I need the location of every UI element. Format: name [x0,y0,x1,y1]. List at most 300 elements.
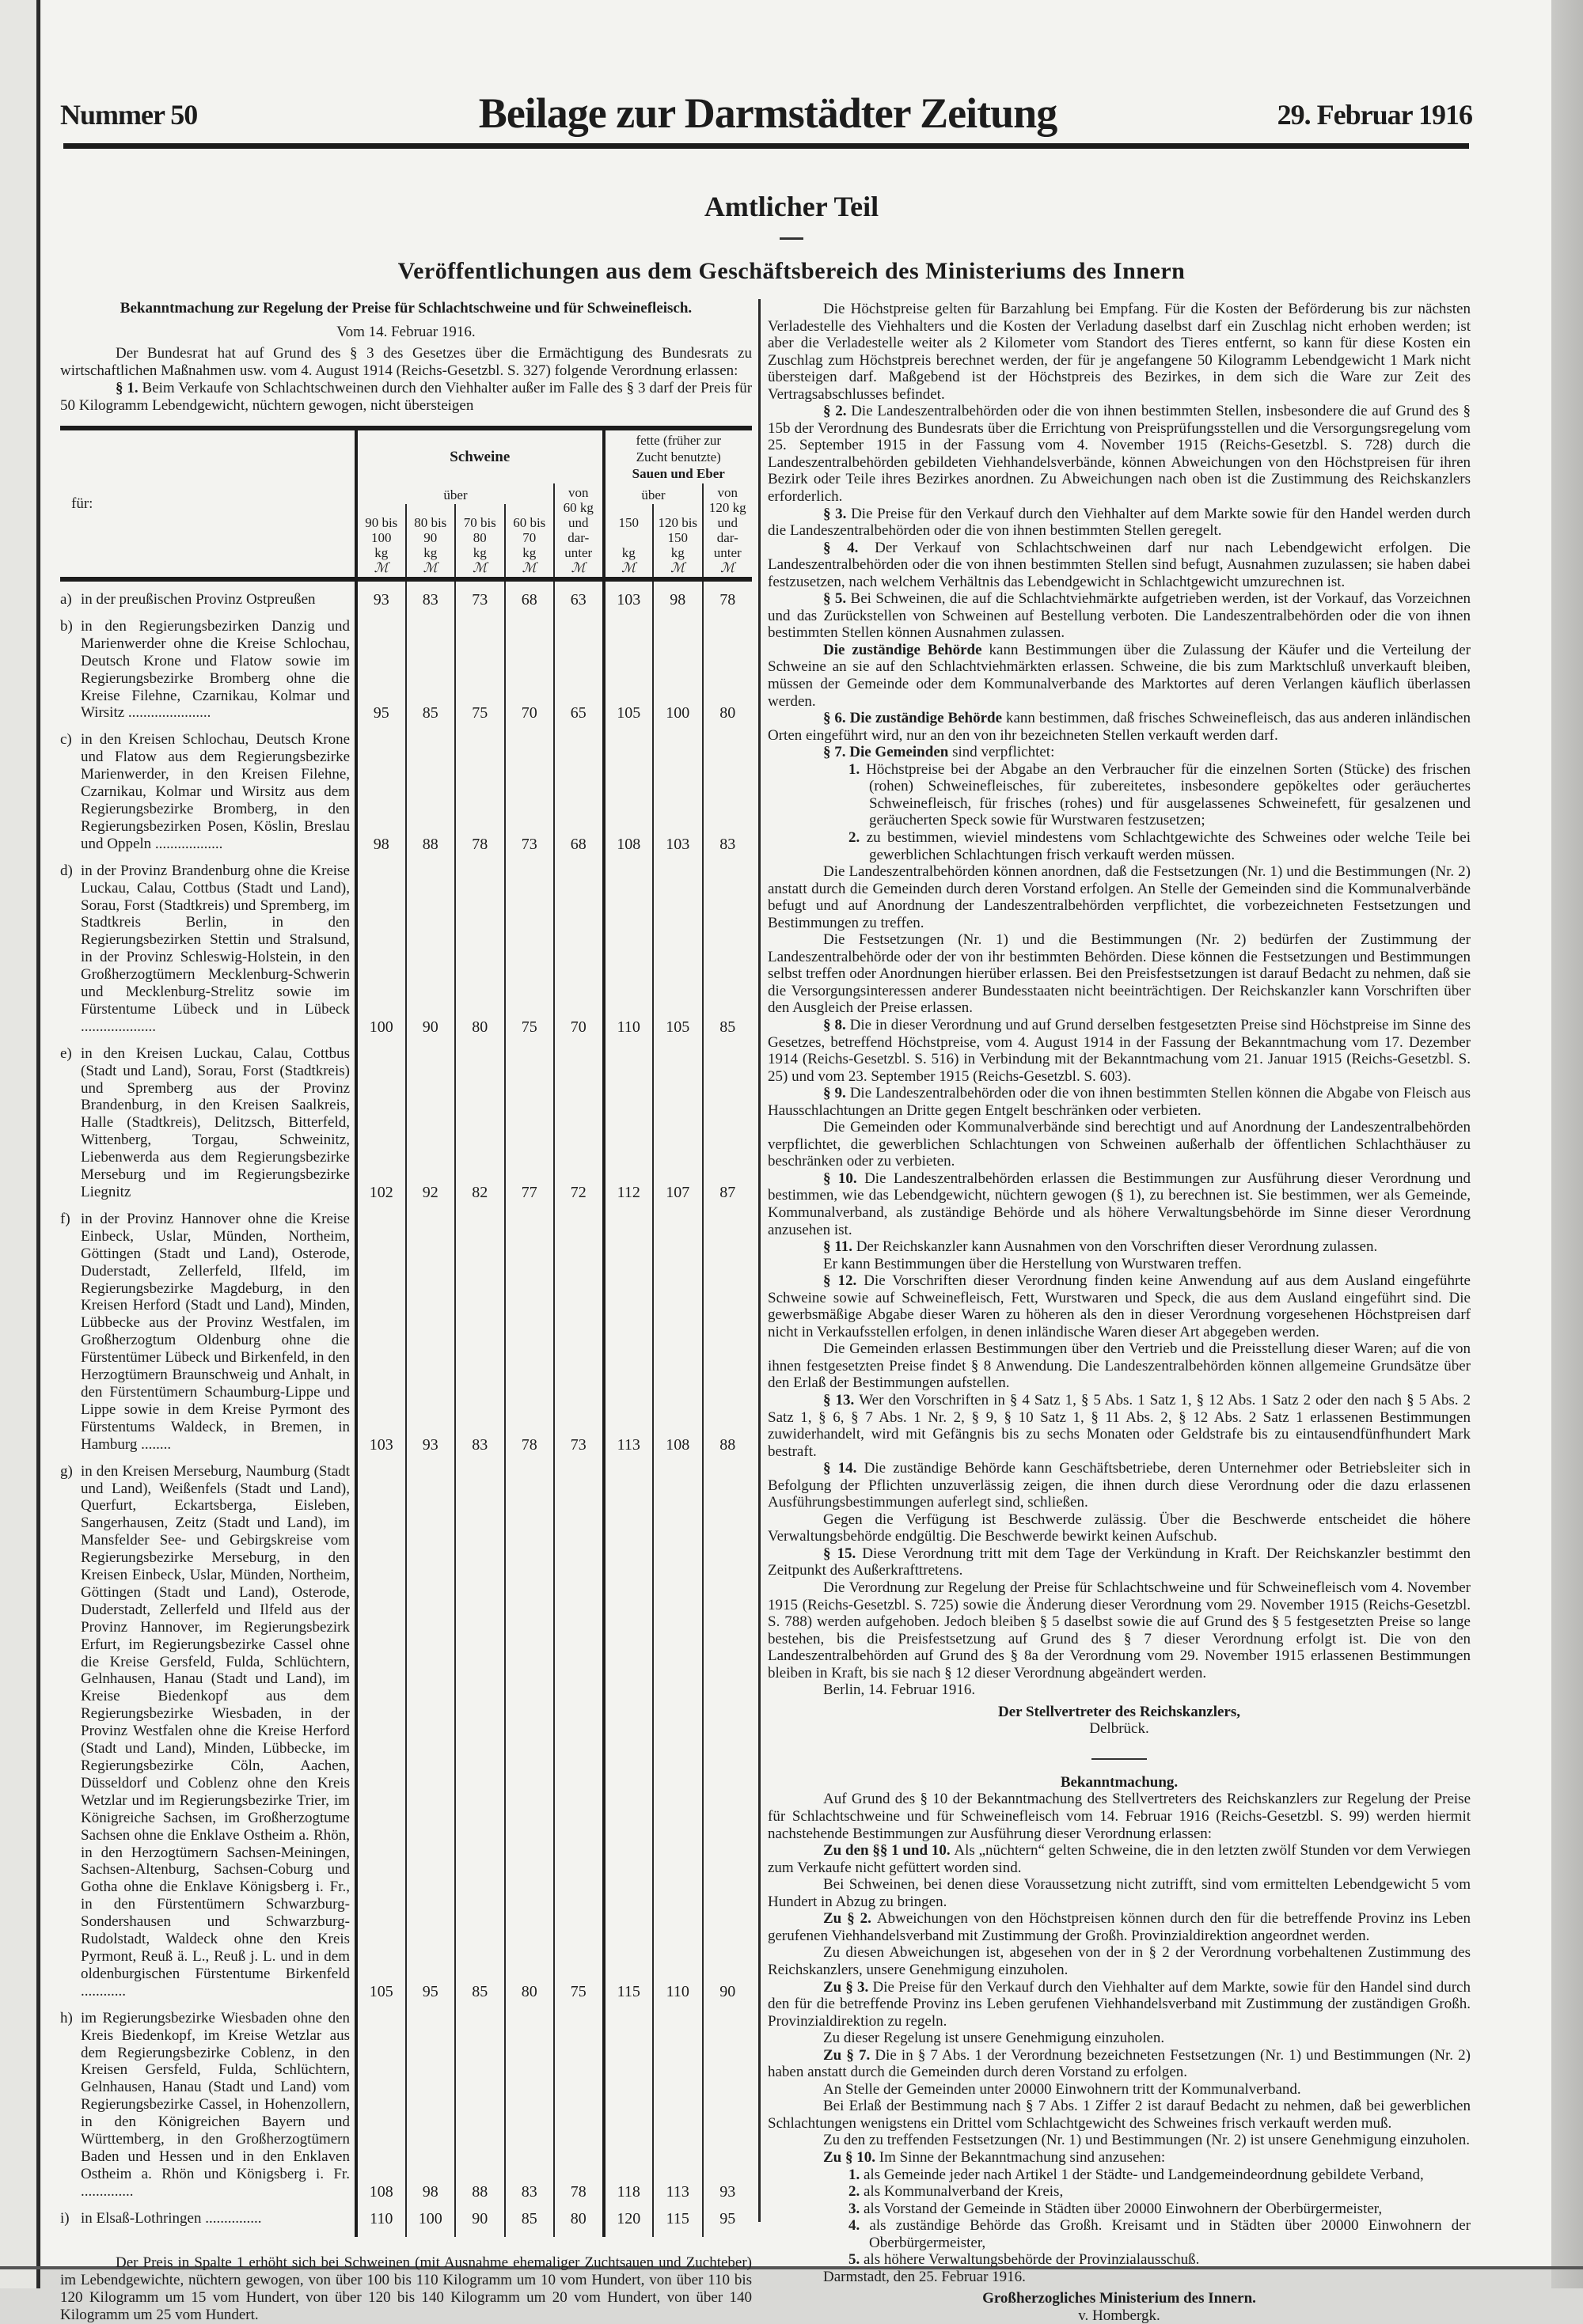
paragraph [768,710,1471,744]
paragraph [768,2269,1471,2286]
price-cell: 78 [505,1201,555,1454]
paragraph-text: Diese Verordnung tritt mit dem Tage der Verkündung in Kraft. Der Reichskanzler bestimmt den Zeitpunkt des Außerkrafttretens. [768,1545,1471,1579]
paragraph [768,1842,1471,1876]
paragraph-lead: § 14. [823,1460,864,1477]
price-cell: 85 [455,1454,505,2000]
paragraph-lead: § 12. [823,1272,864,1290]
price-cell: 85 [703,853,753,1036]
paragraph [768,590,1471,642]
row-letter: e) [60,1044,72,1062]
price-cell: 87 [703,1036,753,1201]
currency-unit: ℳ [720,560,735,575]
paragraph-lead: § 2. [823,403,852,420]
row-label-text: in der Provinz Brandenburg ohne die Kreise Luckau, Calau, Cottbus (Stadt und Land), Sorau, Forst (Stadtkreis) und Spremberg, im Stadtkreis Berlin, in den Regierungsbezirken Stettin und Stralsund, in der Provinz Schleswig-Holstein, in den Großherzogtümern Mecklenburg-Schwerin und Mecklenburg-Strelitz sowie im Fürstentume Lübeck und in Lübeck .................... [81,862,350,1035]
paragraph-text: kann Bestimmungen über die Zulassung der Käufer und die Verteilung der Schweine an sie auf den Schlachtviehmärkten erlassen. Schweine, die bis zum Marktschluß unverkauft bleiben, müssen der Gemeinde oder dem Kommunalverbande des Marktortes auf deren Verlangen käuflich überlassen werden. [768,641,1471,710]
row-letter: a) [60,591,72,608]
column-header [653,504,703,579]
price-cell: 73 [554,1201,604,1454]
price-cell: 63 [554,579,604,608]
column-header-line: von [568,485,589,500]
price-cell: 75 [554,1454,604,2000]
row-label [60,2201,356,2237]
centered-line [768,1774,1471,1791]
price-cell: 92 [406,1036,456,1201]
price-cell: 68 [505,579,555,608]
decree-date: Vom 14. Februar 1916. [336,324,476,340]
column-header-line: 150 [667,530,688,545]
paragraph [768,2081,1471,2098]
table-row [60,2201,752,2237]
group-header-fette [604,428,753,483]
price-cell: 75 [455,608,505,722]
column-divider [758,299,761,2222]
centered-line [768,2290,1471,2307]
price-cell: 73 [505,722,555,852]
paragraph [768,2132,1471,2149]
paragraph [768,931,1471,1017]
section-title: Amtlicher Teil [704,191,879,222]
table-row [60,579,752,608]
paragraph [768,1085,1471,1119]
paragraph-text: Wer den Vorschriften in § 4 Satz 1, § 5 Abs. 1 Satz 1, § 12 Abs. 1 Satz 2 oder den nach § 5 Abs. 2 Satz 1, § 6, § 7 Abs. 1 Nr. 2, § 9, § 10 Satz 1, § 11 Abs. 2, § 12 Abs. 2 Satz 1 erlassenen Bestimmungen zuwiderhandelt, wird mit Gefängnis bis zu sechs Monaten oder Geldstrafe bis zu eintausendfünfhundert Mark bestraft. [768,1392,1471,1460]
paragraph-text: Er kann Bestimmungen über die Herstellung von Wurstwaren treffen. [823,1255,1242,1272]
price-cell: 85 [505,2201,555,2237]
paragraph-text: zu bestimmen, wieviel mindestens vom Schlachtgewichte des Schweines oder welche Teile bei gewerblichen Schlachtungen frisch verkauft werden müssen. [866,828,1471,863]
paragraph-text: Die in dieser Verordnung und auf Grund derselben festgesetzten Preise sind Höchstpreise im Sinne des Gesetzes, betreffend Höchstpreise, vom 4. August 1914 in der Fassung der Bekanntmachung vom 17. Dezember 1914 (Reichs-Gesetzbl. S. 516) in Verbindung mit der Bekanntmachung vom 21. Januar 1915 (Reichs-Gesetzbl. S. 25) und vom 23. September 1915 (Reichs-Gesetzbl. S. 603). [768,1016,1471,1085]
paragraph [768,2030,1471,2047]
paragraph [768,744,1471,761]
centered-line [768,2307,1471,2324]
header-rule [63,143,1469,149]
paragraph-text: Die Gemeinden oder Kommunalverbände sind berechtigt und auf Anordnung der Landeszentralbehörden verpflichtet, die gewerblichen Schlachtungen von Schweinen außerhalb der öffentlichen Schlachthäuser zu beschränken oder zu verbieten. [768,1119,1471,1170]
table-row [60,853,752,1036]
paragraph-lead: 1. [848,760,867,778]
price-cell: 75 [505,853,555,1036]
column-header-line: kg [473,545,487,560]
paragraph-text: Die Festsetzungen (Nr. 1) und die Bestimmungen (Nr. 2) bedürfen der Zustimmung der Landeszentralbehörde oder der von ihr bestimmten Behörden. Diese können die Festsetzungen und Bestimmungen selbst treffen oder Anordnungen hierüber erlassen. Bei den Preisfestsetzungen ist darauf Bedacht zu nehmen, daß sie die Versorgungsinteressen anderer Bundesstaaten nicht beeinträchtigen. Der Reichskanzler kann Vorschriften über den Ausgleich der Preise erlassen. [768,931,1471,1017]
price-cell: 77 [505,1036,555,1201]
paragraph-lead: 2. [848,828,867,846]
price-cell: 105 [356,1454,406,2000]
price-cell: 100 [653,608,703,722]
price-cell: 80 [505,1454,555,2000]
paragraph-lead: Zu § 7. [823,2046,875,2064]
paragraph-text: Auf Grund des § 10 der Bekanntmachung des Stellvertreters des Reichskanzlers zur Regelung der Preise für Schlachtschweine und für Schweinefleisch vom 14. Februar 1916 (Reichs-Gesetzbl. S. 99) werden hiermit nachstehende Bestimmungen zur Ausführung dieser Verordnung erlassen: [768,1791,1471,1842]
column-header-line: und [717,515,738,530]
paragraph-text: Zu diesen Abweichungen ist, abgesehen von der in § 2 der Verordnung vorbehaltenen Zustimmung des Reichskanzlers, unsere Genehmigung einzuholen. [768,1944,1471,1978]
currency-unit: ℳ [473,560,488,575]
column-header-line: 80 bis [414,515,447,530]
list-item [768,829,1471,863]
page-edge-rule [36,0,40,2288]
row-label-text: in der Provinz Hannover ohne die Kreise Einbeck, Uslar, Münden, Northeim, Göttingen (Stadt und Land), Osterode, Duderstadt, Zellerfeld, Ilfeld, im Regierungsbezirke Magdeburg, in den Kreisen Herford (Stadt und Land), Minden, Lübbecke aus der Provinz Westfalen, im Großherzogtum Oldenburg ohne die Fürstentümer Lübeck und Birkenfeld, in den Herzogtümern Braunschweig und Anhalt, in den Fürstentümern Schaumburg-Lippe und Lippe sowie in dem Kreise Pyrmont des Fürstentums Waldeck, in Bremen, in Hamburg ........ [81,1210,350,1453]
paragraph-text: Gegen die Verfügung ist Beschwerde zulässig. Über die Beschwerde entscheidet die höhere Verwaltungsbehörde endgültig. Die Beschwerde bewirkt keinen Aufschub. [768,1511,1471,1545]
table-row [60,1201,752,1454]
paragraph [768,403,1471,505]
paragraph-text: Die Landeszentralbehörden oder die von ihnen bestimmten Stellen können die Abgabe von Fleisch aus Hausschlachtungen an Dritte gegen Entgelt beschränken oder verbieten. [768,1085,1471,1119]
paragraph-text: als zuständige Behörde das Großh. Kreisamt und in Städten über 20000 Einwohnern der Oberbürgermeister, [869,2217,1471,2251]
paragraph-lead: Zu den §§ 1 und 10. [823,1842,955,1860]
paragraph-text: Die Gemeinden erlassen Bestimmungen über den Vertrieb und die Preisstellung dieser Waren; auf die von ihnen festgesetzten Preise findet § 8 Anwendung. Die Landeszentralbehörden können allgemeine Grundsätze über den Erlaß der Bestimmungen aufstellen. [768,1340,1471,1392]
column-header-line: dar- [568,530,590,545]
paragraph-text: Die Verordnung zur Regelung der Preise für Schlachtschweine und für Schweinefleisch vom 4. November 1915 (Reichs-Gesetzbl. S. 725) sowie die Änderung dieser Verordnung vom 29. November 1915 (Reichs-Gesetzbl. S. 788) werden aufgehoben. Jedoch bleiben § 5 daselbst sowie die auf Grund des § 5 festgesetzten Preise so lange bestehen, bis die Preisfestsetzung auf Grund des § 7 dieser Verordnung erfolgt ist. Die von den Landeszentralbehörden auf Grund des § 8a der Verordnung vom 29. November 1915 erlassenen Bestimmungen bleiben in Kraft, bis sie nach § 12 dieser Verordnung abgeändert werden. [768,1579,1471,1681]
decree-intro: Der Bundesrat hat auf Grund des § 3 des Gesetzes über die Ermächtigung des Bundesrats zu wirtschaftlichen Maßnahmen usw. vom 4. August 1914 (Reichs-Gesetzbl. S. 327) folgende Verordnung erlassen: [60,345,752,379]
paragraph-lead: § 11. [823,1238,856,1256]
paragraph-text: Die Höchstpreise gelten für Barzahlung bei Empfang. Für die Kosten der Beförderung bis zur nächsten Verladestelle des Viehhalters und die Kosten der Verladung daselbst darf ein Zuschlag nicht erhoben werden; ist aber die Verladestelle weiter als 2 Kilometer vom Standort des Tieres entfernt, so kann für diese Kosten ein Zuschlag zum Höchstpreis berechnet werden, der für je angefangene 50 Kilogramm Lebendgewicht 1 Mark nicht übersteigen darf. Maßgebend ist der Höchstpreis des Bezirkes, in dem sich die Ware zur Zeit des Vertragsabschlusses befindet. [768,301,1471,403]
paragraph-lead: 3. [848,2200,864,2217]
paragraph-lead: § 9. [823,1085,850,1102]
paragraph-text: Bei Schweinen, bei denen diese Voraussetzung nicht zutrifft, sind vom ermittelten Lebendgewicht 5 vom Hundert in Abzug zu bringen. [768,1876,1471,1910]
price-cell: 88 [703,1201,753,1454]
column-header-line: kg [670,545,685,560]
row-letter: i) [60,2209,70,2227]
row-label-text: in den Regierungsbezirken Danzig und Marienwerder ohne die Kreise Schlochau, Deutsch Krone und Flatow sowie im Regierungsbezirke Bromberg ohne die Kreise Filehne, Czarnikau, Kolmar und Wirsitz ...................... [81,617,350,722]
paragraph [768,506,1471,540]
currency-unit: ℳ [571,560,586,575]
price-cell: 110 [653,1454,703,2000]
paragraph-lead: Zu § 3. [823,1978,873,1996]
paragraph [768,540,1471,591]
row-letter: f) [60,1210,70,1227]
paragraph [768,1579,1471,1681]
price-cell: 78 [455,722,505,852]
price-cell: 100 [406,2201,456,2237]
paragraph-text: An Stelle der Gemeinden unter 20000 Einwohnern tritt der Kommunalverband. [823,2080,1301,2098]
paragraph-text: Beim Verkaufe von Schlachtschweinen durch den Viehhalter außer im Falle des § 3 darf der Preis für 50 Kilogramm Lebendgewicht, nüchtern gewogen, nicht übersteigen [60,380,753,414]
paragraph-text: kann bestimmen, daß frisches Schweinefleisch, das aus anderen inländischen Orten eingeführt wird, nur an den von ihr bezeichneten Stellen verkauft werden darf. [768,710,1471,744]
paragraph [768,1119,1471,1170]
paragraph-text: Die Preise für den Verkauf durch den Viehhalter auf dem Markte, sowie für den Handel sind durch den für die betreffende Provinz ins Leben gerufenen Viehhandelsverband mit Zustimmung der zuständigen Großh. Provinzialdirektion zu regeln. [768,1978,1471,2030]
paragraph [768,1460,1471,1511]
paragraph-lead: 4. [848,2217,870,2235]
row-label-text: in Elsaß-Lothringen ............... [81,2209,262,2227]
paragraph-text: Berlin, 14. Februar 1916. [823,1681,976,1699]
paragraph-lead: § 8. [823,1016,850,1033]
paragraph-text: als Gemeinde jeder nach Artikel 1 der Städte- und Landgemeindeordnung gebildete Verband, [864,2166,1424,2183]
paragraph-lead: Zu § 2. [823,1910,877,1928]
row-label [60,853,356,1036]
paragraph-text: Der Reichskanzler kann Ausnahmen von den Vorschriften dieser Verordnung zulassen. [856,1238,1378,1256]
adjacent-page-edge [0,0,41,2288]
paragraph-lead: § 10. [823,1170,865,1187]
price-cell: 80 [455,853,505,1036]
header-ueber: über [356,483,554,504]
price-cell: 93 [703,2000,753,2201]
paragraph-lead: Die zuständige Behörde [823,641,989,658]
row-label-text: in den Kreisen Merseburg, Naumburg (Stadt und Land), Weißenfels (Stadt und Land), Querfurt, Eckartsberga, Eisleben, Sangerhausen, Zeitz (Stadt und Land), im Mansfelder See- und Gebirgskreise vom Regierungsbezirke Merseburg, in den Kreisen Einbeck, Uslar, Münden, Northeim, Göttingen (Stadt und Land), Osterode, Duderstadt, Zellerfeld und Ilfeld aus der Provinz Hannover, im Regierungsbezirk Erfurt, im Regierungsbezirke Cassel ohne die Kreise Gersfeld, Fulda, Schlüchtern, Gelnhausen, Hanau (Stadt und Land), im Kreise Biedenkopf aus dem Regierungsbezirke Wiesbaden, in der Provinz Westfalen ohne die Kreise Herford (Stadt und Land), Minden, Lübbecke, im Regierungsbezirke Cöln, Aachen, Düsseldorf und Coblenz ohne den Kreis Wetzlar und im Regierungsbezirke Trier, im Königreiche Sachsen, im Großherzogtume Sachsen ohne die Enklave Ostheim a. Rhön, in den Herzogtümern Sachsen-Meiningen, Sachsen-Altenburg, Sachsen-Coburg und Gotha ohne die Enklave Königsberg i. Fr., in den Fürstentümern Schwarzburg-Sondershausen und Schwarzburg-Rudolstadt, Waldeck ohne den Kreis Pyrmont, Reuß ä. L., Reuß j. L. und in dem oldenburgischen Fürstentume Birkenfeld ............ [81,1462,350,2000]
price-cell: 103 [604,579,654,608]
column-header-line: 80 [473,530,487,545]
paragraph-text: Die in § 7 Abs. 1 der Verordnung bezeichneten Festsetzungen (Nr. 1) und Bestimmungen (Nr. 2) haben anstatt durch die Gemeinden durch deren Vorstand zu erfolgen. [768,2046,1471,2081]
column-header-line: 90 bis [365,515,398,530]
right-column [768,301,1471,2324]
group-header-schweine: Schweine [356,428,604,483]
paragraph-text: Bei Schweinen, die auf die Schlachtviehmärkte aufgetrieben werden, ist der Vorkauf, das Vorzeichnen und das Zurückstellen von Schweinen auf Bestellung verboten. Die Landeszentralbehörden oder die von ihnen bestimmten Stellen können Ausnahmen zulassen. [768,590,1471,642]
price-cell: 88 [406,722,456,852]
price-cell: 78 [554,2000,604,2201]
column-header [406,504,456,579]
price-cell: 83 [455,1201,505,1454]
paragraph-text: als Kommunalverband der Kreis, [864,2183,1064,2201]
price-cell: 65 [554,608,604,722]
centered-line [768,1720,1471,1738]
currency-unit: ℳ [423,560,438,575]
paragraph-lead: § 4. [823,539,875,556]
paragraph-text: als Vorstand der Gemeinde in Städten über 20000 Einwohnern der Oberbürgermeister, [864,2200,1383,2217]
row-letter: g) [60,1462,73,1480]
newspaper-title: Beilage zur Darmstädter Zeitung [478,89,1057,137]
paragraph-text: als höhere Verwaltungsbehörde der Provinzialausschuß. [864,2251,1200,2269]
price-cell: 90 [703,1454,753,2000]
column-header-line: dar- [716,530,738,545]
price-cell: 83 [406,579,456,608]
paragraph [768,1910,1471,1944]
paragraph-text: Die Landeszentralbehörden erlassen die Bestimmungen zur Ausführung dieser Verordnung und bestimmen, wie das Lebendgewicht, nüchtern gewogen (§ 1), zu berechnen ist. Sie bestimmen, wer als Gemeinde, Kommunalverband, als zuständige Behörde und als höhere Verwaltungsbehörde im Sinne dieser Verordnung anzusehen ist. [768,1170,1471,1238]
price-cell: 110 [604,853,654,1036]
price-cell: 85 [406,608,456,722]
paragraph-lead: § 3. [823,505,852,522]
paragraph [768,863,1471,931]
price-cell: 118 [604,2000,654,2201]
paragraph-text: Die Preise für den Verkauf durch den Viehhalter auf dem Markte sowie für den Handel werden durch die Landeszentralbehörden oder die von ihnen bestimmten Stellen geregelt. [768,505,1471,540]
centered-line [768,1704,1471,1721]
list-item [768,2201,1471,2218]
table-row [60,722,752,852]
price-cell: 83 [505,2000,555,2201]
paragraph-lead: Zu § 10. [823,2148,879,2166]
price-cell: 115 [604,1454,654,2000]
paragraph [768,1256,1471,1273]
row-label [60,608,356,722]
paragraph-text: Höchstpreise bei der Abgabe an den Verbraucher für die einzelnen Sorten (Stücke) des frischen (rohen) Schweinefleisches, für zubereitetes, insbesondere gepökeltes oder geräuchertes Schweinefleisch, für frisches (rohes) und für ausgelassenes Schweinefett, für gesalzenen und geräucherten Speck sowie für Wurstwaren festzusetzen; [866,760,1471,829]
column-header-line: 70 [522,530,537,545]
group-header-line: fette (früher zur [636,433,722,448]
paragraph-text: Der Stellvertreter des Reichskanzlers, [997,1703,1241,1720]
column-header [455,504,505,579]
paragraph [768,1979,1471,2030]
column-header-line: 70 bis [463,515,496,530]
price-cell: 83 [703,722,753,852]
column-header-line: kg [621,545,636,560]
divider [1091,1758,1147,1760]
column-header-line: von [717,485,738,500]
price-cell: 88 [455,2000,505,2201]
paragraph [768,1017,1471,1085]
paragraph-text: Die Landeszentralbehörden können anordnen, daß die Festsetzungen (Nr. 1) und die Bestimmungen (Nr. 2) anstatt durch die Gemeinden durch deren Vorstand erfolgen. An Stelle der Gemeinden sind die Kommunalverbände befugt und auf Anordnung der Landeszentralbehörden verpflichtet, die vorbezeichneten Festsetzungen und Bestimmungen zu treffen. [768,863,1471,931]
row-letter: h) [60,2009,73,2026]
paragraph-text: Zu den zu treffenden Festsetzungen (Nr. 1) und Bestimmungen (Nr. 2) ist unsere Genehmigung einzuholen. [823,2132,1470,2149]
price-cell: 78 [703,579,753,608]
row-header-label: für: [60,428,356,579]
group-header-line: Zucht benutzte) [636,449,721,464]
column-header-line: 120 bis [658,515,698,530]
paragraph [768,1272,1471,1340]
paragraph [768,1511,1471,1545]
paragraph [768,1791,1471,1842]
list-item [768,2167,1471,2184]
row-letter: b) [60,617,73,635]
paragraph [768,301,1471,403]
column-header-line: kg [374,545,389,560]
paragraph [768,2098,1471,2132]
row-label [60,2000,356,2201]
price-cell: 70 [505,608,555,722]
paragraph [768,1681,1471,1699]
paragraph-text: Zu dieser Regelung ist unsere Genehmigung einzuholen. [823,2030,1165,2047]
column-header-line: 100 [371,530,392,545]
paragraph-text: Delbrück. [1089,1720,1149,1738]
price-cell: 110 [356,2201,406,2237]
issue-date: 29. Februar 1916 [1277,99,1472,131]
decree-title: Bekanntmachung zur Regelung der Preise für Schlachtschweine und für Schweinefleisch. [120,300,693,317]
price-cell: 103 [653,722,703,852]
price-cell: 72 [554,1036,604,1201]
price-cell: 103 [356,1201,406,1454]
paragraph-text: Im Sinne der Bekanntmachung sind anzusehen: [879,2148,1166,2166]
price-cell: 113 [653,2000,703,2201]
column-header [554,483,604,579]
paragraph [768,2047,1471,2081]
paragraph-text: Bei Erlaß der Bestimmung nach § 7 Abs. 1 Ziffer 2 ist darauf Bedacht zu nehmen, daß bei gewerblichen Schlachtungen wenigstens ein Drittel vom Schlachtgewicht des Schweines frisch verkauft werden muß. [768,2098,1471,2132]
header-ueber-fette: über [604,483,703,504]
column-header-line: unter [713,545,742,560]
price-cell: 90 [406,853,456,1036]
table-row [60,1454,752,2000]
currency-unit: ℳ [670,560,685,575]
row-label [60,579,356,608]
price-cell: 98 [653,579,703,608]
column-header [505,504,555,579]
table-row [60,2000,752,2201]
paragraph-text: Die zuständige Behörde kann Geschäftsbetriebe, deren Unternehmer oder Betriebsleiter sich in Befolgung der Pflichten unzuverlässig zeigen, die ihnen durch diese Verordnung oder die dazu erlassenen Ausführungsbestimmungen auferlegt sind, schließen. [768,1460,1471,1511]
paragraph-lead: § 5. [823,590,851,608]
price-cell: 105 [653,853,703,1036]
issue-number: Nummer 50 [60,99,198,131]
paragraph [768,1170,1471,1238]
paragraph-text: Darmstadt, den 25. Februar 1916. [823,2268,1026,2285]
paragraph-text: Großherzogliches Ministerium des Innern. [982,2290,1256,2307]
price-cell: 113 [604,1201,654,1454]
paragraph-text: Der Verkauf von Schlachtschweinen darf nur nach Lebendgewicht erfolgen. Die Landeszentralbehörden oder die von ihnen bestimmten Stellen sind befugt, Ausnahmen zuzulassen; sie haben dabei festzusetzen, nach welchem Verhältnis das Lebendgewicht in Schlachtgewicht umzurechnen ist. [768,539,1471,590]
currency-unit: ℳ [374,560,389,575]
column-header [356,504,406,579]
row-label-text: in den Kreisen Schlochau, Deutsch Krone und Flatow aus dem Regierungsbezirke Marienwerder, in den Kreisen Filehne, Czarnikau, Kolmar und Wirsitz aus dem Regierungsbezirke Bromberg, in den Regierungsbezirken Posen, Köslin, Breslau und Oppeln .................. [81,731,350,852]
decree-continuation [768,301,1471,1738]
paragraph-text: Als „nüchtern“ gelten Schweine, die in den letzten zwölf Stunden vor dem Verwiegen zum Verkaufe nicht gefüttert worden sind. [768,1842,1471,1876]
price-cell: 108 [604,722,654,852]
row-label [60,1036,356,1201]
column-header [604,504,654,579]
price-cell: 100 [356,853,406,1036]
left-column [60,300,752,2324]
list-item [768,761,1471,829]
column-header-line: 150 [618,515,639,530]
paragraph [768,1876,1471,1910]
list-item [768,2217,1471,2251]
paragraph [768,1340,1471,1392]
row-label [60,1201,356,1454]
paragraph-text: sind verpflichtet: [952,744,1055,761]
price-cell: 93 [406,1201,456,1454]
price-cell: 95 [406,1454,456,2000]
paragraph [768,2149,1471,2167]
implementation-notice [768,1774,1471,2324]
price-table [60,426,752,2237]
price-cell: 108 [653,1201,703,1454]
row-letter: c) [60,731,72,749]
row-label-text: im Regierungsbezirke Wiesbaden ohne den Kreis Biedenkopf, im Kreise Wetzlar aus dem Regierungsbezirke Coblenz, in den Kreisen Gersfeld, Fulda, Schlüchtern, Gelnhausen, Hanau (Stadt und Land) vom Regierungsbezirke Cassel, in Hohenzollern, in den Königreichen Bayern und Württemberg, in den Großherzogtümern Baden und Hessen und in den Enklaven Ostheim a. Rhön und Königsberg i. Fr. .............. [81,2009,350,2200]
price-cell: 90 [455,2201,505,2237]
paragraph [768,1238,1471,1256]
price-cell: 95 [703,2201,753,2237]
paragraph-lead: § 6. Die zuständige Behörde [823,710,1006,727]
price-cell: 68 [554,722,604,852]
price-cell: 73 [455,579,505,608]
price-cell: 105 [604,608,654,722]
group-header-line: Sauen und Eber [632,466,725,481]
subsection-title: Veröffentlichungen aus dem Geschäftsbereich des Ministeriums des Innern [397,258,1186,284]
divider [780,237,803,240]
paragraph-text: Die Landeszentralbehörden oder die von ihnen bestimmten Stellen, insbesondere die auf Grund des § 15b der Verordnung des Bundesrats über die Errichtung von Preisprüfungsstellen und die Versorgungsregelung vom 25. September 1915 in der Fassung vom 4. November 1915 (Reichs-Gesetzbl. S. 728) durch die Landeszentralbehörden gebildeten Viehhandelsverbände, können Abweichungen von den Höchstpreisen für ihren Bezirk oder Teile ihres Bezirkes anordnen. Zu Abweichungen nach oben ist die Zustimmung des Reichskanzlers erforderlich. [768,403,1471,506]
paragraph-lead: § 13. [823,1392,860,1408]
price-cell: 80 [554,2201,604,2237]
price-cell: 80 [703,608,753,722]
price-cell: 70 [554,853,604,1036]
row-label-text: in den Kreisen Luckau, Calau, Cottbus (Stadt und Land), Sorau, Forst (Stadtkreis) und Spremberg aus der Provinz Brandenburg, in den Kreisen Saalkreis, Halle (Stadtkreis), Delitzsch, Bitterfeld, Wittenberg, Torgau, Schweinitz, Liebenwerda aus dem Regierungsbezirke Merseburg und im Regierungsbezirke Liegnitz [81,1044,350,1200]
price-cell: 107 [653,1036,703,1201]
currency-unit: ℳ [522,560,537,575]
price-cell: 115 [653,2201,703,2237]
price-cell: 98 [356,722,406,852]
paragraph-text: Die Vorschriften dieser Verordnung finden keine Anwendung auf aus dem Ausland eingeführte Schweine sowie auf Schweinefleisch, Fett, Wurstwaren und Speck, die aus dem Ausland eingeführt sind. Die gewerbsmäßige Abgabe dieser Waren zu höheren als den in dieser Verordnung vorgesehenen Höchstpreisen darf nicht in Verkaufsstellen erfolgen, in denen inländische Waren dieser Art abgegeben werden. [768,1272,1471,1340]
price-cell: 108 [356,2000,406,2201]
row-letter: d) [60,862,73,879]
price-cell: 112 [604,1036,654,1201]
column-header-line: 60 kg [563,500,594,515]
paragraph-text: Abweichungen von den Höchstpreisen können durch den für die betreffende Provinz ins Leben gerufenen Viehhandelsverband mit Zustimmung der Großh. Provinzialdirektion angeordnet werden. [768,1910,1471,1944]
row-label [60,1454,356,2000]
price-cell: 120 [604,2201,654,2237]
column-header-line: 120 kg [708,500,746,515]
price-cell: 98 [406,2000,456,2201]
price-cell: 93 [356,579,406,608]
paragraph [768,1392,1471,1460]
price-cell: 102 [356,1036,406,1201]
page-gutter [1551,0,1583,2288]
paragraph-number: § 1. [116,380,139,396]
paragraph-lead: § 7. Die Gemeinden [823,744,953,761]
paragraph-lead: § 15. [823,1545,863,1562]
price-cell: 95 [356,608,406,722]
paragraph-lead: 2. [848,2183,864,2201]
column-header-line: und [568,515,589,530]
column-header-line: 60 bis [513,515,546,530]
list-item [768,2251,1471,2269]
paragraph [768,1545,1471,1579]
column-header-line: unter [564,545,593,560]
row-label [60,722,356,852]
column-header-line [605,530,653,545]
paragraph-1 [60,380,752,415]
column-header [703,483,753,579]
paragraph-text: Bekanntmachung. [1060,1773,1179,1791]
table-row [60,1036,752,1201]
column-header-line: kg [423,545,438,560]
row-label-text: in der preußischen Provinz Ostpreußen [81,591,316,608]
table-row [60,608,752,722]
paragraph-text: v. Hombergk. [1078,2307,1160,2324]
paragraph [768,642,1471,710]
